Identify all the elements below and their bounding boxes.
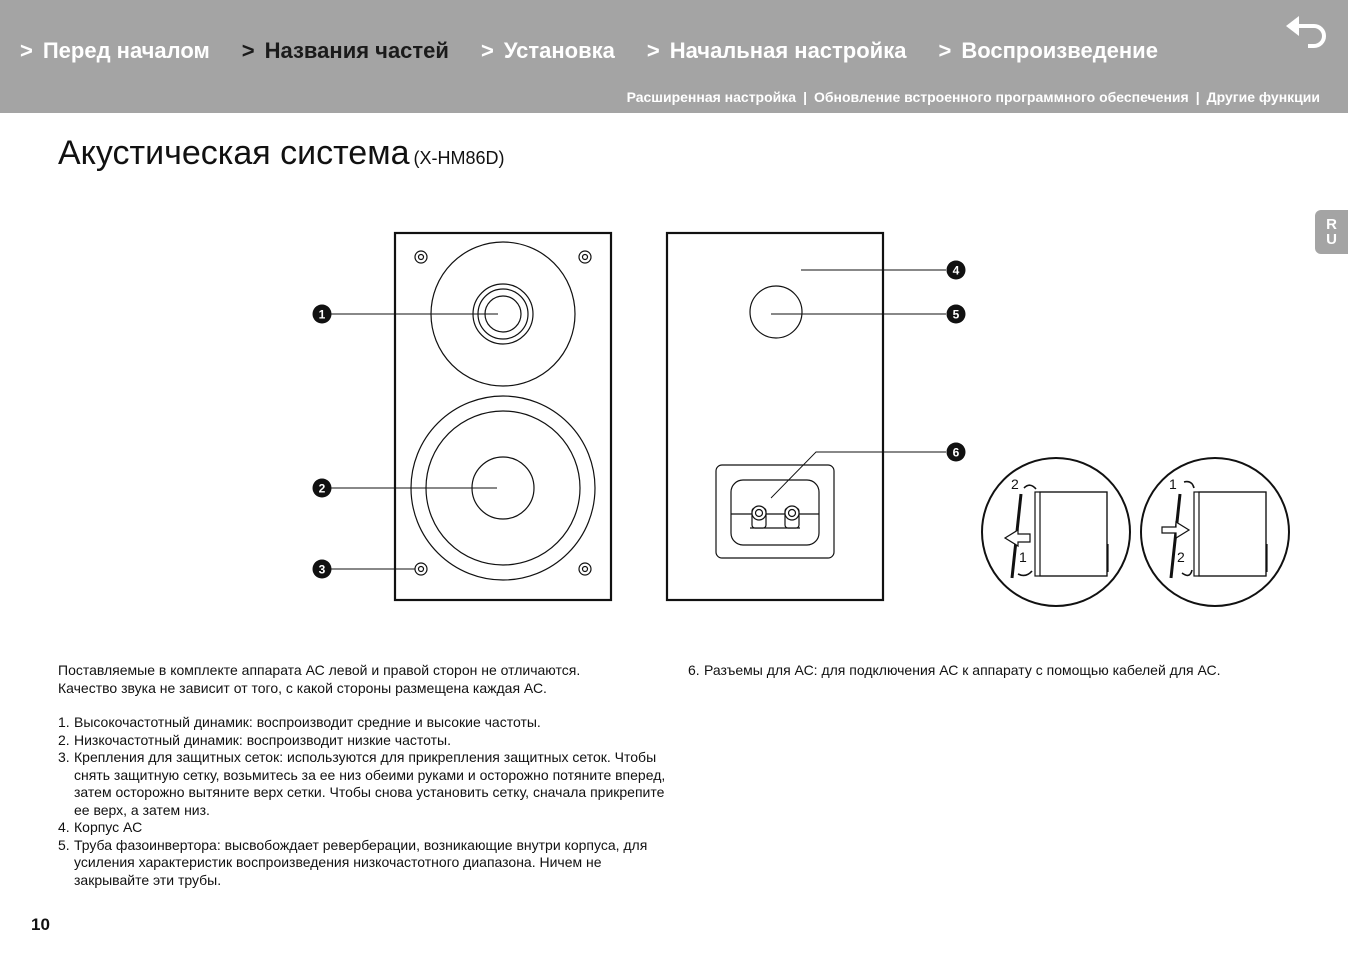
list-item — [58, 837, 668, 890]
list-item-number: 3. — [58, 749, 70, 765]
list-item-number: 1. — [58, 714, 70, 730]
parts-list — [58, 714, 668, 889]
nav-arrow: > — [241, 38, 255, 63]
bass-reflex-port — [750, 286, 802, 338]
list-item-text: Низкочастотный динамик: воспроизводит низкие частоты. — [74, 731, 451, 748]
subnav-link-other-functions[interactable]: Другие функции — [1206, 89, 1320, 105]
grille-step-label: 1 — [1169, 476, 1177, 492]
callout-number: 1 — [318, 307, 326, 322]
list-item-number: 4. — [58, 819, 70, 835]
list-item-text: Высокочастотный динамик: воспроизводит средние и высокие частоты. — [74, 714, 541, 730]
intro-text — [58, 662, 668, 697]
list-item — [58, 819, 668, 837]
nav-arrow: > — [480, 38, 494, 63]
list-item-text: Труба фазоинвертора: высвобождает реверберации, возникающие внутри корпуса, для усиления характеристик воспроизведения низкочастотного диапазона. Ничем не закрывайте эти трубы. — [74, 836, 648, 888]
page-title-main: Акустическая система — [58, 134, 410, 172]
nav-arrow: > — [938, 38, 952, 63]
subnav-separator: | — [803, 89, 807, 105]
subnav-link-advanced-settings[interactable]: Расширенная настройка — [626, 89, 797, 105]
grille-removal-detail — [982, 458, 1130, 606]
speaker-front-view — [395, 233, 611, 600]
speaker-rear-view — [667, 233, 883, 600]
nav-arrow: > — [646, 38, 660, 63]
callout-number: 4 — [952, 263, 960, 278]
callout-number: 3 — [318, 562, 326, 577]
list-item-number: 5. — [58, 836, 70, 853]
grille-step-label: 2 — [1177, 549, 1185, 565]
callout-5 — [947, 305, 966, 324]
callout-4 — [947, 261, 966, 280]
list-item-number: 6. — [688, 662, 700, 678]
callout-number: 2 — [318, 481, 326, 496]
page-number: 10 — [31, 915, 50, 934]
list-item — [688, 662, 1328, 680]
list-item-number: 2. — [58, 731, 70, 748]
list-item — [58, 732, 668, 750]
callout-number: 5 — [952, 307, 960, 322]
subnav-separator: | — [1195, 89, 1200, 105]
grille-step-label: 1 — [1019, 549, 1027, 565]
callout-3 — [313, 560, 332, 579]
list-item-text: Корпус АС — [74, 819, 143, 835]
leader-lines — [331, 270, 946, 569]
language-letter: U — [1326, 231, 1337, 248]
list-item — [58, 749, 668, 819]
nav-label: Названия частей — [264, 38, 449, 63]
list-item-text: Крепления для защитных сеток: используются для прикрепления защитных сеток. Чтобы снять защитную сетку, возьмитесь за ее низ обеими руками и осторожно потяните вперед, затем осторожно вытяните верх сетки. Чтобы снова установить сетку, сначала прикрепите ее верх, а затем низ. — [74, 749, 666, 818]
parts-list-right — [688, 662, 1328, 680]
callout-6 — [947, 443, 966, 462]
intro-line: Поставляемые в комплекте аппарата АС левой и правой сторон не отличаются. — [58, 662, 581, 678]
language-letter: R — [1326, 216, 1337, 233]
nav-label: Перед началом — [42, 38, 210, 63]
page-title-model: (X-HM86D) — [413, 148, 505, 168]
callout-2 — [313, 479, 332, 498]
intro-line: Качество звука не зависит от того, с какой стороны размещена каждая АС. — [58, 679, 547, 696]
grille-attach-detail — [1141, 458, 1289, 606]
nav-label: Воспроизведение — [961, 38, 1158, 63]
subnav-link-firmware-update[interactable]: Обновление встроенного программного обеспечения — [813, 89, 1189, 105]
list-item-text: Разъемы для АС: для подключения АС к аппарату с помощью кабелей для АС. — [704, 662, 1221, 678]
nav-arrow: > — [20, 38, 33, 63]
nav-label: Установка — [503, 38, 615, 63]
grille-step-label: 2 — [1011, 476, 1019, 492]
nav-label: Начальная настройка — [669, 38, 907, 63]
callout-1 — [313, 305, 332, 324]
list-item — [58, 714, 668, 732]
callout-number: 6 — [952, 445, 960, 460]
